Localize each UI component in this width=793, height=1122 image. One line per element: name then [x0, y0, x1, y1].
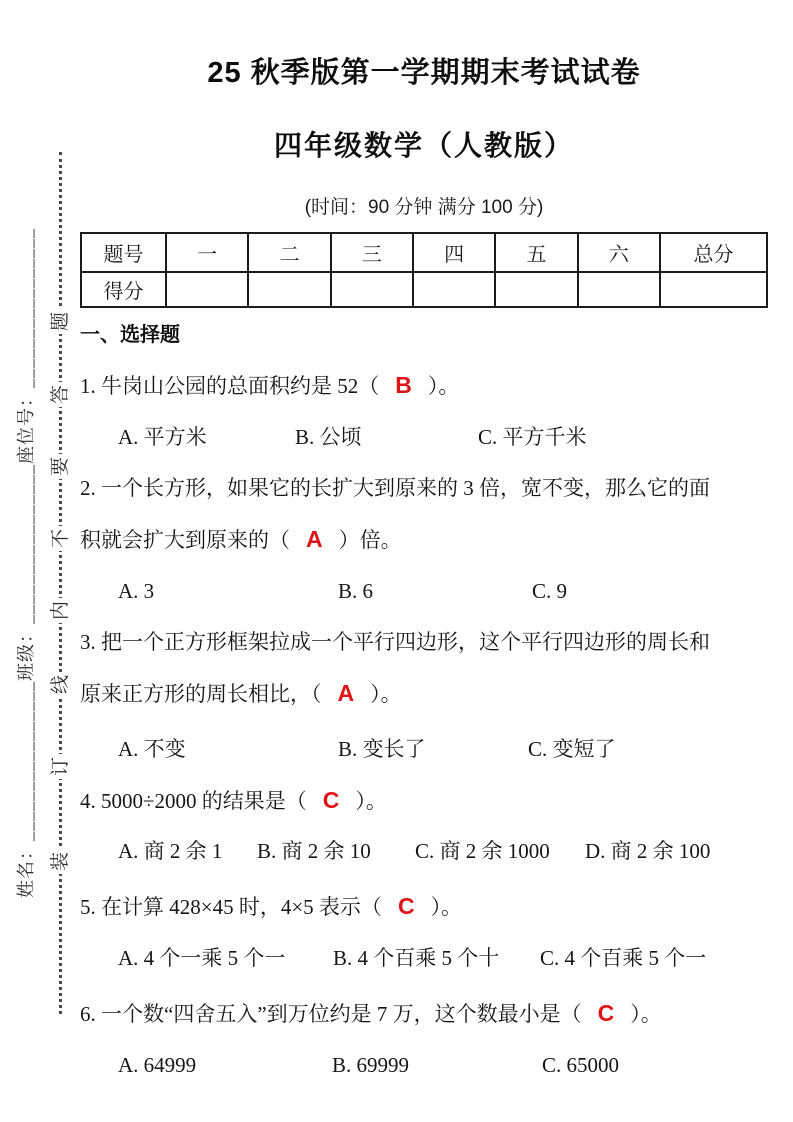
stem-text: ）。 — [427, 374, 460, 398]
question-stem-line1: 3. 把一个正方形框架拉成一个平行四边形，这个平行四边形的周长和 — [80, 630, 710, 654]
answer-letter: C — [322, 787, 340, 813]
stem-text: ）。 — [370, 682, 402, 706]
score-cell — [331, 272, 413, 307]
question-1 — [80, 373, 768, 450]
table-header-cell: 六 — [578, 233, 660, 272]
option-item: B. 商 2 余 10 — [257, 839, 371, 863]
option-item: C. 变短了 — [528, 737, 616, 761]
option-item: A. 平方米 — [118, 425, 207, 449]
answer-letter: A — [337, 680, 355, 706]
option-item: D. 商 2 余 100 — [585, 839, 711, 863]
section-title: 一、选择题 — [80, 324, 180, 346]
options-row — [80, 839, 768, 864]
stem-text: 1. 牛岗山公园的总面积约是 52（ — [80, 374, 380, 398]
option-item: C. 平方千米 — [478, 425, 587, 449]
answer-letter: A — [306, 526, 323, 552]
name-fields-line: 姓名：________________班级：________________座位号：________________ — [16, 228, 36, 898]
exam-content — [80, 0, 768, 1078]
option-item: B. 公顷 — [295, 425, 362, 449]
score-row-label: 得分 — [81, 272, 166, 307]
question-stem — [80, 1001, 768, 1027]
score-cell — [166, 272, 248, 307]
table-header-cell: 三 — [331, 233, 413, 272]
binding-char: 答 — [48, 382, 73, 407]
question-stem-line2 — [80, 681, 768, 707]
stem-text: 5. 在计算 428×45 时，4×5 表示（ — [80, 895, 382, 919]
options-row — [80, 1053, 768, 1078]
binding-char: 装 — [48, 849, 73, 874]
option-item: A. 64999 — [118, 1053, 197, 1077]
question-5 — [80, 894, 768, 971]
option-item: B. 6 — [338, 579, 374, 603]
question-stem — [80, 788, 768, 814]
table-header-cell: 二 — [248, 233, 330, 272]
table-header-cell: 一 — [166, 233, 248, 272]
question-4 — [80, 788, 768, 864]
binding-char: 题 — [48, 309, 73, 334]
option-item: C. 4 个百乘 5 个一 — [540, 946, 707, 970]
options-row — [80, 737, 768, 762]
question-stem-line2 — [80, 527, 768, 553]
table-header-cell: 五 — [495, 233, 577, 272]
page-title: 25 秋季版第一学期期末考试试卷 — [207, 57, 641, 89]
score-cell — [248, 272, 330, 307]
option-item: B. 4 个百乘 5 个十 — [333, 946, 500, 970]
option-item: A. 3 — [118, 579, 155, 603]
stem-text: ）倍。 — [338, 528, 402, 552]
stem-text: 4. 5000÷2000 的结果是（ — [80, 789, 307, 813]
table-header-cell: 题号 — [81, 233, 166, 272]
stem-text: 原来正方形的周长相比，（ — [80, 682, 322, 706]
binding-char: 不 — [48, 526, 73, 551]
option-item: C. 商 2 余 1000 — [415, 839, 550, 863]
stem-text: ）。 — [430, 895, 463, 919]
stem-text: ）。 — [355, 789, 387, 813]
score-cell — [413, 272, 495, 307]
question-6 — [80, 1001, 768, 1078]
question-stem — [80, 894, 768, 920]
question-3 — [80, 630, 768, 762]
binding-line — [59, 152, 62, 1014]
options-row — [80, 579, 768, 604]
score-cell — [660, 272, 767, 307]
answer-letter: B — [395, 372, 412, 398]
table-header-cell: 四 — [413, 233, 495, 272]
question-stem — [80, 373, 768, 399]
option-item: B. 变长了 — [338, 737, 426, 761]
options-row — [80, 946, 768, 971]
score-table — [80, 232, 768, 308]
question-stem-line1: 2. 一个长方形，如果它的长扩大到原来的 3 倍，宽不变，那么它的面 — [80, 476, 710, 500]
stem-text: 6. 一个数“四舍五入”到万位约是 7 万，这个数最小是（ — [80, 1002, 582, 1026]
option-item: B. 69999 — [332, 1053, 410, 1077]
stem-text: ）。 — [630, 1002, 662, 1026]
binding-char: 订 — [48, 754, 73, 779]
binding-char: 内 — [48, 598, 73, 623]
options-row — [80, 425, 768, 450]
stem-text: 积就会扩大到原来的（ — [80, 528, 290, 552]
answer-letter: C — [597, 1000, 615, 1026]
table-header-cell: 总分 — [660, 233, 767, 272]
page-subtitle: 四年级数学（人教版） — [273, 130, 574, 161]
option-item: A. 不变 — [118, 737, 186, 761]
score-cell — [495, 272, 577, 307]
binding-char: 线 — [48, 672, 73, 697]
option-item: A. 商 2 余 1 — [118, 839, 223, 863]
option-item: A. 4 个一乘 5 个一 — [118, 946, 286, 970]
option-item: C. 65000 — [542, 1053, 620, 1077]
question-2 — [80, 476, 768, 604]
exam-info: (时间：90 分钟 满分 100 分) — [304, 197, 544, 218]
answer-letter: C — [397, 893, 415, 919]
binding-char: 要 — [48, 454, 73, 479]
option-item: C. 9 — [532, 579, 568, 603]
score-cell — [578, 272, 660, 307]
